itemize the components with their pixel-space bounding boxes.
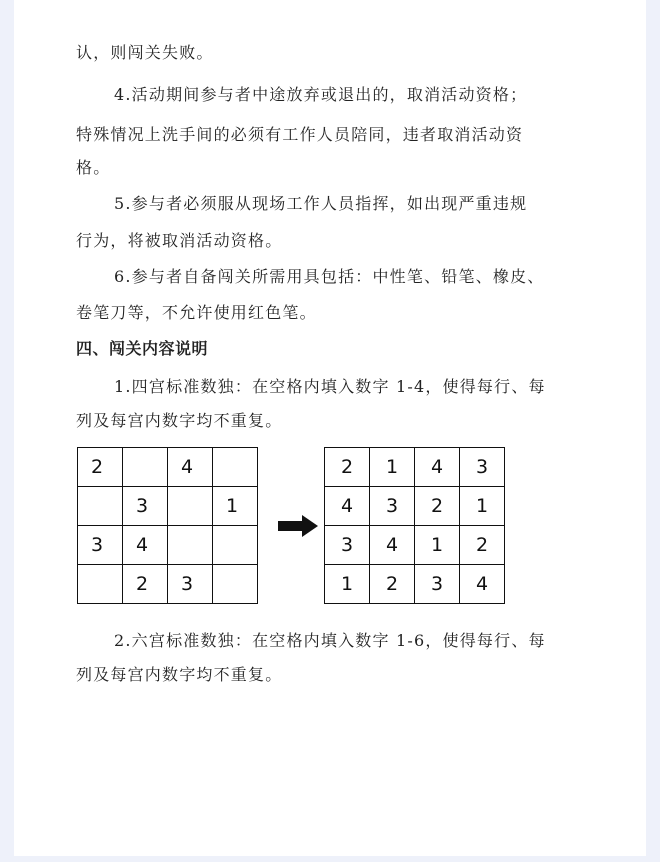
grid-cell xyxy=(78,487,123,526)
grid-cell: 4 xyxy=(460,565,505,604)
paragraph-line: 1.四宫标准数独：在空格内填入数字 1-4，使得每行、每 xyxy=(114,377,546,396)
paragraph-line: 4.活动期间参与者中途放弃或退出的，取消活动资格； xyxy=(114,85,528,104)
paragraph-line: 特殊情况上洗手间的必须有工作人员陪同，违者取消活动资 xyxy=(76,125,524,144)
grid-row xyxy=(78,487,258,526)
grid-cell xyxy=(213,448,258,487)
grid-cell: 4 xyxy=(123,526,168,565)
grid-cell: 1 xyxy=(213,487,258,526)
grid-cell: 2 xyxy=(370,565,415,604)
right-arrow-icon xyxy=(278,515,318,537)
grid-cell: 3 xyxy=(415,565,460,604)
paragraph-line: 5.参与者必须服从现场工作人员指挥，如出现严重违规 xyxy=(114,194,528,213)
grid-cell: 4 xyxy=(370,526,415,565)
grid-cell: 1 xyxy=(460,487,505,526)
sudoku-solution-grid xyxy=(324,447,505,604)
grid-cell: 1 xyxy=(325,565,370,604)
grid-cell xyxy=(78,565,123,604)
paragraph-line: 列及每宫内数字均不重复。 xyxy=(76,665,283,684)
grid-cell: 2 xyxy=(415,487,460,526)
grid-cell: 3 xyxy=(370,487,415,526)
grid-cell: 2 xyxy=(123,565,168,604)
grid-row xyxy=(325,565,505,604)
grid-cell: 3 xyxy=(168,565,213,604)
grid-cell xyxy=(123,448,168,487)
grid-cell: 3 xyxy=(123,487,168,526)
grid-row xyxy=(325,448,505,487)
grid-cell: 1 xyxy=(370,448,415,487)
grid-cell xyxy=(213,565,258,604)
grid-cell xyxy=(168,487,213,526)
grid-row xyxy=(325,526,505,565)
grid-cell: 2 xyxy=(78,448,123,487)
grid-cell: 2 xyxy=(325,448,370,487)
paragraph-line: 格。 xyxy=(76,158,111,177)
paragraph-line: 2.六宫标准数独：在空格内填入数字 1-6，使得每行、每 xyxy=(114,631,546,650)
grid-cell: 4 xyxy=(168,448,213,487)
grid-row xyxy=(78,526,258,565)
section-heading: 四、闯关内容说明 xyxy=(76,339,209,358)
paragraph-line: 6.参与者自备闯关所需用具包括：中性笔、铅笔、橡皮、 xyxy=(114,267,545,286)
grid-row xyxy=(78,448,258,487)
grid-cell: 3 xyxy=(78,526,123,565)
paragraph-line: 行为，将被取消活动资格。 xyxy=(76,231,283,250)
grid-cell: 3 xyxy=(460,448,505,487)
grid-cell: 3 xyxy=(325,526,370,565)
paragraph-line: 列及每宫内数字均不重复。 xyxy=(76,411,283,430)
paragraph-line: 认，则闯关失败。 xyxy=(76,43,214,62)
grid-cell: 4 xyxy=(325,487,370,526)
grid-row xyxy=(325,487,505,526)
grid-cell: 1 xyxy=(415,526,460,565)
grid-cell xyxy=(168,526,213,565)
paragraph-line: 卷笔刀等，不允许使用红色笔。 xyxy=(76,303,317,322)
document-page xyxy=(14,0,646,856)
grid-cell: 2 xyxy=(460,526,505,565)
sudoku-puzzle-grid xyxy=(77,447,258,604)
grid-row xyxy=(78,565,258,604)
grid-cell xyxy=(213,526,258,565)
grid-cell: 4 xyxy=(415,448,460,487)
